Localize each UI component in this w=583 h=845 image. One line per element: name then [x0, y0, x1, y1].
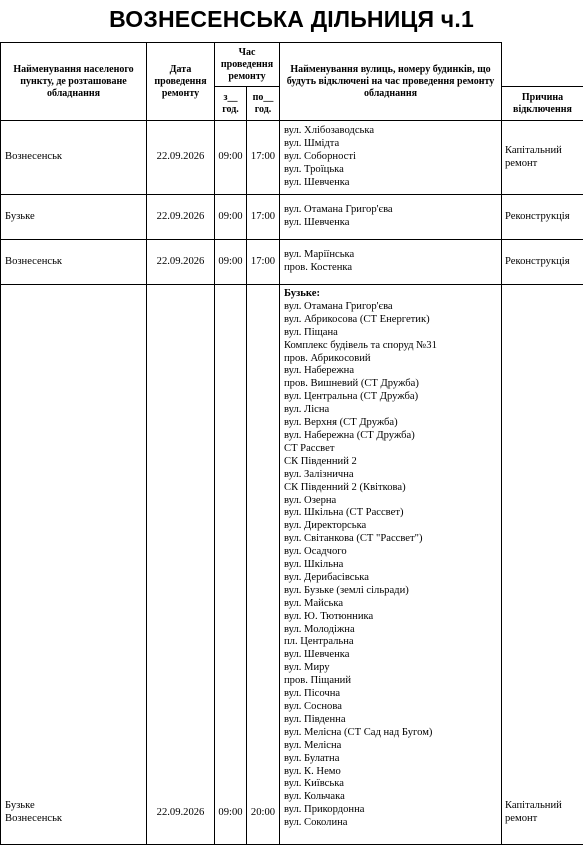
- header-date: Дата проведення ремонту: [147, 43, 215, 121]
- street-item: вул. Шкільна: [284, 559, 501, 572]
- street-list: [284, 301, 501, 830]
- street-item: вул. Озерна: [284, 495, 501, 508]
- street-item: вул. Соборності: [284, 151, 501, 164]
- street-item: СК Південний 2 (Квіткова): [284, 482, 501, 495]
- street-item: пров. Костенка: [284, 262, 501, 275]
- street-item: вул. Бузьке (землі сільради): [284, 585, 501, 598]
- row-location: [1, 285, 147, 845]
- street-item: вул. Соколина: [284, 817, 501, 830]
- repair-schedule-table: [0, 42, 583, 845]
- street-item: вул. Шевченка: [284, 217, 501, 230]
- street-item: вул. Пісочна: [284, 688, 501, 701]
- street-item: вул. Соснова: [284, 701, 501, 714]
- street-item: вул. Піщана: [284, 327, 501, 340]
- header-reason-spacer: [502, 43, 583, 87]
- street-item: вул. Шкільна (СТ Рассвет): [284, 507, 501, 520]
- header-time: Час проведення ремонту: [215, 43, 280, 87]
- street-item: СК Південний 2: [284, 456, 501, 469]
- row-date: 22.09.2026: [147, 121, 215, 195]
- table-row: [1, 240, 583, 285]
- street-item: вул. Світанкова (СТ "Рассвет"): [284, 533, 501, 546]
- row-reason: Реконструкція: [502, 240, 583, 285]
- page-title: ВОЗНЕСЕНСЬКА ДІЛЬНИЦЯ ч.1: [0, 6, 583, 33]
- street-item: вул. Київська: [284, 778, 501, 791]
- street-item: вул. Осадчого: [284, 546, 501, 559]
- header-location: Найменування населеного пункту, де розташоване обладнання: [1, 43, 147, 121]
- street-item: вул. Молодіжна: [284, 624, 501, 637]
- row-time-to: 17:00: [247, 121, 280, 195]
- streets-heading: Бузьке:: [284, 288, 501, 301]
- street-item: пров. Абрикосовий: [284, 353, 501, 366]
- row-time-to: 17:00: [247, 240, 280, 285]
- street-item: вул. Лісна: [284, 404, 501, 417]
- row-time-to: 20:00: [247, 285, 280, 845]
- row-reason: Капітальний ремонт: [502, 121, 583, 195]
- row-reason: Реконструкція: [502, 195, 583, 240]
- row-location: Бузьке: [1, 195, 147, 240]
- street-item: вул. Дерибасівська: [284, 572, 501, 585]
- row-reason: Капітальний ремонт: [502, 285, 583, 845]
- table-row: [1, 285, 583, 845]
- street-item: пров. Піщаний: [284, 675, 501, 688]
- street-item: вул. Центральна (СТ Дружба): [284, 391, 501, 404]
- street-item: пров. Вишневий (СТ Дружба): [284, 378, 501, 391]
- row-date: 22.09.2026: [147, 195, 215, 240]
- row-time-from: 09:00: [215, 195, 247, 240]
- street-item: пл. Центральна: [284, 636, 501, 649]
- table-row: [1, 195, 583, 240]
- street-item: вул. Шмідта: [284, 138, 501, 151]
- table-row: [1, 121, 583, 195]
- street-item: вул. Шевченка: [284, 649, 501, 662]
- street-item: вул. К. Немо: [284, 766, 501, 779]
- street-item: вул. Отамана Григор'єва: [284, 204, 501, 217]
- header-time-to: по__ год.: [247, 87, 280, 121]
- street-item: вул. Прикордонна: [284, 804, 501, 817]
- row-date: 22.09.2026: [147, 240, 215, 285]
- row-streets: [280, 121, 502, 195]
- street-item: вул. Директорська: [284, 520, 501, 533]
- street-item: вул. Мелісна: [284, 740, 501, 753]
- row-time-from: 09:00: [215, 285, 247, 845]
- row-time-to: 17:00: [247, 195, 280, 240]
- header-reason: Причина відключення: [502, 87, 583, 121]
- row-location-line: Бузьке: [5, 800, 146, 813]
- row-location: Вознесенськ: [1, 240, 147, 285]
- street-item: вул. Абрикосова (СТ Енергетик): [284, 314, 501, 327]
- street-item: вул. Кольчака: [284, 791, 501, 804]
- street-item: вул. Набережна: [284, 365, 501, 378]
- street-item: вул. Верхня (СТ Дружба): [284, 417, 501, 430]
- street-item: вул. Залізнична: [284, 469, 501, 482]
- header-streets: Найменування вулиць, номеру будинків, що будуть відключені на час проведення ремонту обладнання: [280, 43, 502, 121]
- street-item: Комплекс будівель та споруд №31: [284, 340, 501, 353]
- street-item: вул. Південна: [284, 714, 501, 727]
- street-item: вул. Булатна: [284, 753, 501, 766]
- row-time-from: 09:00: [215, 121, 247, 195]
- street-item: вул. Хлібозаводська: [284, 125, 501, 138]
- street-item: вул. Набережна (СТ Дружба): [284, 430, 501, 443]
- header-time-from: з__ год.: [215, 87, 247, 121]
- street-item: вул. Отамана Григор'єва: [284, 301, 501, 314]
- street-item: СТ Рассвет: [284, 443, 501, 456]
- street-item: вул. Майська: [284, 598, 501, 611]
- street-item: вул. Ю. Тютюнника: [284, 611, 501, 624]
- street-item: вул. Миру: [284, 662, 501, 675]
- row-location: Вознесенськ: [1, 121, 147, 195]
- street-item: вул. Мелісна (СТ Сад над Бугом): [284, 727, 501, 740]
- street-item: вул. Маріїнська: [284, 249, 501, 262]
- row-streets: [280, 285, 502, 845]
- row-time-from: 09:00: [215, 240, 247, 285]
- street-item: вул. Шевченка: [284, 177, 501, 190]
- row-streets: [280, 240, 502, 285]
- street-item: вул. Троїцька: [284, 164, 501, 177]
- row-location-line: Вознесенськ: [5, 813, 146, 826]
- row-date: 22.09.2026: [147, 285, 215, 845]
- row-streets: [280, 195, 502, 240]
